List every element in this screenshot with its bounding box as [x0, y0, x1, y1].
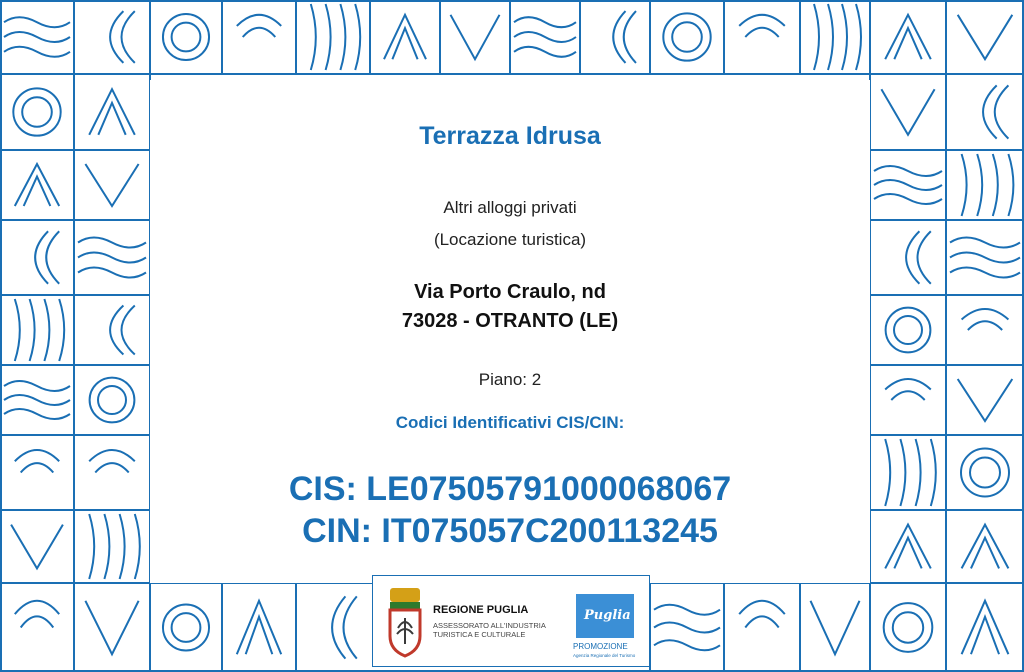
border-motif — [842, 4, 847, 70]
border-motif — [745, 28, 778, 37]
border-motif — [958, 15, 1013, 59]
border-motif — [950, 238, 1020, 248]
border-motif — [15, 601, 59, 614]
border-motif — [451, 15, 500, 59]
border-motif — [120, 514, 125, 579]
border-motif — [900, 439, 905, 506]
border-motif — [21, 463, 54, 472]
border-motif — [654, 623, 720, 633]
border-motif — [958, 379, 1013, 421]
border-motif — [811, 601, 860, 654]
codes-heading: Codici Identificativi CIS/CIN: — [395, 413, 625, 432]
border-motif — [885, 15, 931, 59]
border-motif — [828, 4, 833, 70]
border-motif — [962, 309, 1009, 320]
border-motif — [739, 15, 785, 26]
border-motif — [894, 316, 922, 344]
border-motif — [22, 97, 52, 127]
border-motif — [344, 596, 357, 658]
border-motif — [891, 391, 924, 400]
border-motif — [163, 604, 209, 650]
border-motif — [340, 4, 345, 70]
border-motif — [172, 613, 201, 642]
promozione-logo-text: Puglia — [584, 608, 631, 623]
border-motif — [961, 449, 1009, 497]
border-motif — [104, 514, 109, 579]
address-street: Via Porto Craulo, nd — [414, 281, 606, 303]
border-motif — [918, 231, 931, 284]
border-motif — [85, 601, 138, 654]
floor-label: Piano: 2 — [478, 370, 542, 389]
border-motif — [893, 612, 923, 642]
border-motif — [355, 4, 360, 70]
border-motif — [886, 308, 931, 353]
promozione-label: PROMOZIONE — [573, 642, 628, 651]
border-motif — [950, 253, 1020, 263]
border-motif — [856, 4, 861, 70]
border-motif — [885, 379, 931, 390]
border-motif — [98, 386, 126, 414]
cin-code: CIN: IT075057C200113245 — [302, 512, 718, 550]
border-motif — [654, 640, 720, 650]
border-motif — [237, 15, 281, 26]
border-motif — [237, 601, 281, 654]
border-motif — [4, 32, 70, 42]
border-motif — [78, 253, 146, 263]
border-motif — [384, 15, 426, 59]
border-motif — [874, 194, 942, 204]
border-motif — [122, 11, 135, 63]
border-motif — [4, 17, 70, 27]
border-motif — [814, 4, 819, 70]
border-motif — [968, 321, 1002, 330]
border-motif — [44, 299, 49, 361]
border-motif — [89, 89, 135, 135]
border-motif — [881, 89, 934, 135]
address-city: 73028 - OTRANTO (LE) — [401, 310, 619, 332]
region-subtitle-1: ASSESSORATO ALL'INDUSTRIA — [433, 621, 546, 630]
border-motif — [1008, 154, 1013, 216]
border-motif — [745, 616, 778, 627]
cis-code: CIS: LE07505791000068067 — [288, 470, 732, 508]
border-motif — [30, 299, 35, 361]
region-crest-icon — [385, 586, 425, 658]
border-motif — [135, 514, 140, 579]
border-motif — [977, 154, 982, 216]
category-line2: (Locazione turistica) — [433, 230, 587, 249]
border-motif — [15, 164, 59, 206]
border-motif — [962, 601, 1009, 654]
region-title: REGIONE PUGLIA — [433, 604, 529, 616]
border-motif — [13, 88, 60, 135]
border-motif — [78, 238, 146, 248]
border-motif — [89, 450, 135, 461]
border-motif — [95, 463, 128, 472]
border-motif — [950, 268, 1020, 278]
border-motif — [931, 439, 936, 506]
border-motif — [172, 23, 201, 52]
property-name: Terrazza Idrusa — [419, 122, 601, 150]
border-motif — [4, 395, 70, 405]
border-motif — [163, 14, 209, 60]
listing-panel — [150, 80, 870, 583]
border-motif — [624, 11, 636, 63]
border-motif — [243, 28, 276, 37]
border-motif — [916, 439, 921, 506]
border-motif — [78, 268, 146, 278]
border-motif — [11, 525, 63, 569]
border-motif — [514, 32, 576, 42]
border-motif — [672, 22, 702, 52]
border-motif — [122, 306, 135, 355]
border-motif — [21, 616, 54, 627]
border-motif — [739, 601, 785, 614]
border-motif — [995, 85, 1009, 138]
border-motif — [663, 13, 710, 60]
category-line1: Altri alloggi privati — [443, 198, 577, 217]
border-motif — [15, 299, 20, 361]
border-motif — [884, 603, 933, 652]
border-motif — [885, 525, 931, 569]
border-motif — [514, 47, 576, 57]
border-motif — [874, 180, 942, 190]
border-motif — [46, 231, 59, 284]
border-motif — [85, 164, 138, 206]
region-subtitle-2: TURISTICA E CULTURALE — [433, 630, 526, 639]
border-motif — [326, 4, 331, 70]
border-motif — [962, 154, 967, 216]
border-motif — [4, 381, 70, 391]
border-motif — [59, 299, 64, 361]
border-motif — [885, 439, 890, 506]
border-motif — [962, 525, 1009, 569]
sponsor-logos — [372, 575, 650, 667]
border-motif — [89, 514, 94, 579]
border-motif — [874, 166, 942, 176]
border-motif — [970, 458, 1000, 488]
border-motif — [4, 409, 70, 419]
border-motif — [993, 154, 998, 216]
border-motif — [4, 47, 70, 57]
border-motif — [514, 17, 576, 27]
promozione-subtitle: Agenzia Regionale del Turismo — [573, 653, 636, 658]
border-motif — [90, 378, 135, 423]
border-motif — [311, 4, 316, 70]
border-motif — [654, 605, 720, 615]
border-motif — [15, 450, 59, 461]
